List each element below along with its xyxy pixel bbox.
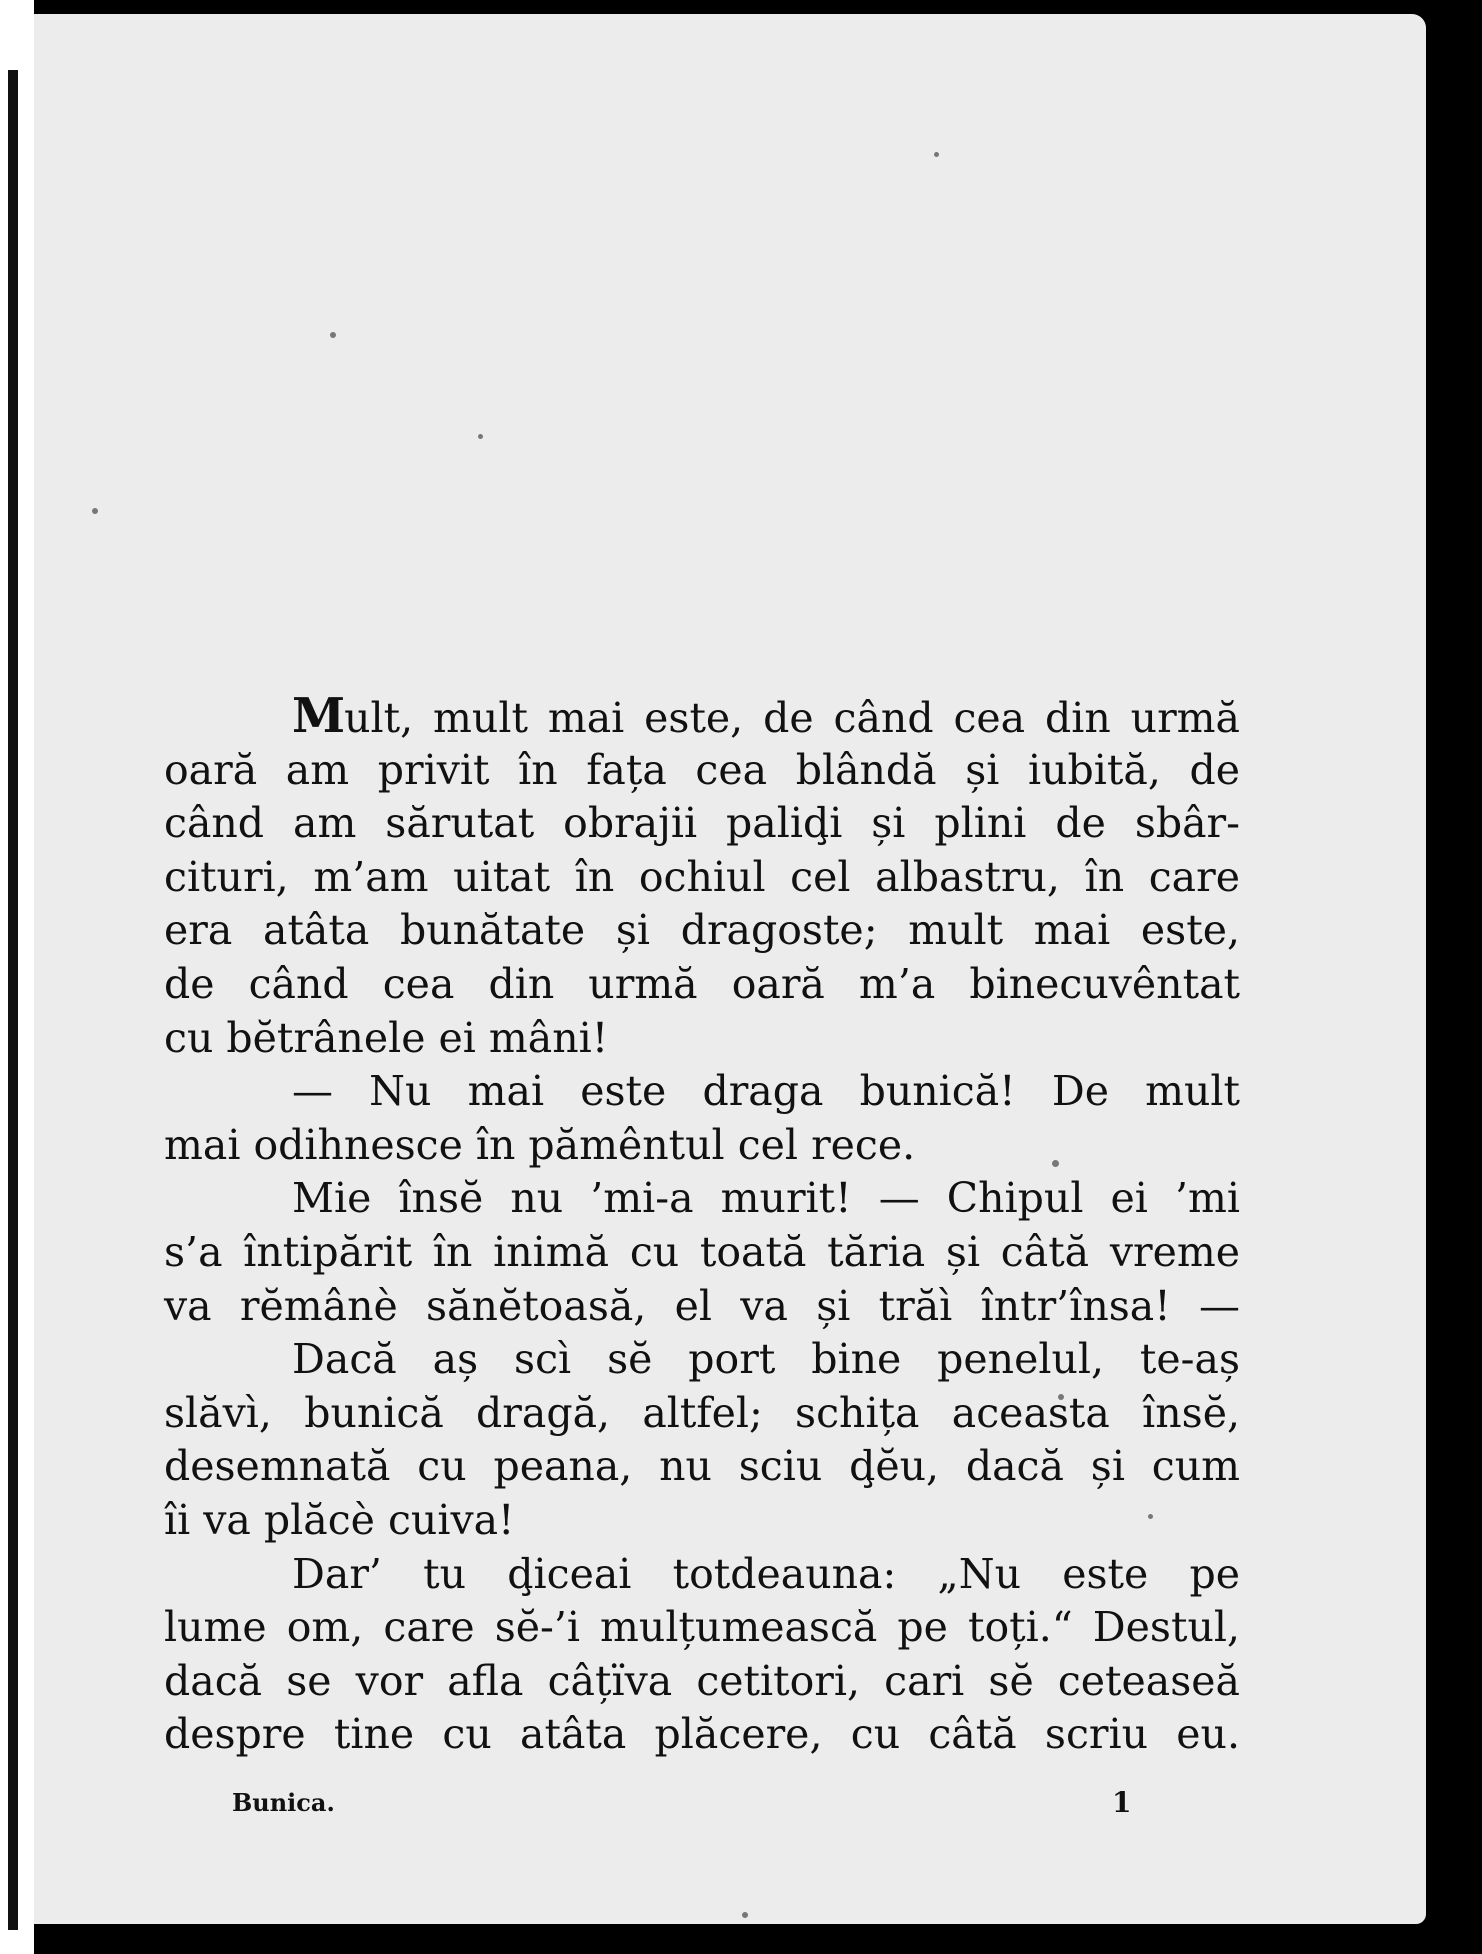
text-line: Mie însĕ nu ’mi-a murit! — Chipul ei ’mi — [292, 1174, 1240, 1223]
paper-speck — [478, 434, 483, 439]
text-line: — Nu mai este draga bunică! De mult — [292, 1067, 1240, 1116]
text-line: îi va plăcè cuiva! — [164, 1495, 515, 1544]
text-line: oară am privit în fața cea blândă și iubită, de — [164, 745, 1240, 794]
text-line: dacă se vor afla câțïva cetitori, cari sĕ ceteaseă — [164, 1656, 1240, 1705]
paper-speck — [934, 152, 939, 157]
page-number: 1 — [1112, 1786, 1132, 1819]
paper-speck — [330, 332, 336, 338]
text-line: Dar’ tu ḑiceai totdeauna: „Nu este pe — [292, 1549, 1240, 1598]
text-line: lume om, care sĕ-’i mulțumească pe toți.“ Destul, — [164, 1603, 1240, 1652]
text-line: mai odihnesce în pămêntul cel rece. — [164, 1120, 916, 1169]
text-line: cu bĕtrânele ei mâni! — [164, 1013, 609, 1062]
signature-mark: Bunica. — [232, 1788, 335, 1817]
text-line: desemnată cu peana, nu sciu ḑĕu, dacă și cum — [164, 1442, 1240, 1491]
text-line: Mult, mult mai este, de când cea din urmă — [292, 688, 1240, 744]
scan-border — [1426, 0, 1482, 1954]
text-line: când am sărutat obrajii paliḑi și plini de sbâr- — [164, 799, 1240, 848]
text-line: despre tine cu atâta plăcere, cu câtă scriu eu. — [164, 1710, 1240, 1759]
binding-edge — [8, 70, 18, 1930]
body-text — [164, 690, 1240, 1762]
text-line: era atâta bunătate și dragoste; mult mai este, — [164, 906, 1240, 955]
text-line: slăvì, bunică dragă, altfel; schița aceasta însĕ, — [164, 1388, 1240, 1437]
drop-cap: M — [292, 688, 345, 744]
text-line: de când cea din urmă oară m’a binecuvêntat — [164, 959, 1240, 1008]
paper-speck — [92, 508, 98, 514]
text-line: s’a întipărit în inimă cu toată tăria și câtă vreme — [164, 1227, 1240, 1276]
text-line: cituri, m’am uitat în ochiul cel albastru, în care — [164, 852, 1240, 901]
text-line: Dacă aș scì sĕ port bine penelul, te-aș — [292, 1335, 1240, 1384]
book-spine-margin — [0, 0, 34, 1954]
paper-speck — [742, 1912, 748, 1918]
text-line: va rĕmânè sănĕtoasă, el va și trăì într’însa! — — [164, 1281, 1240, 1330]
